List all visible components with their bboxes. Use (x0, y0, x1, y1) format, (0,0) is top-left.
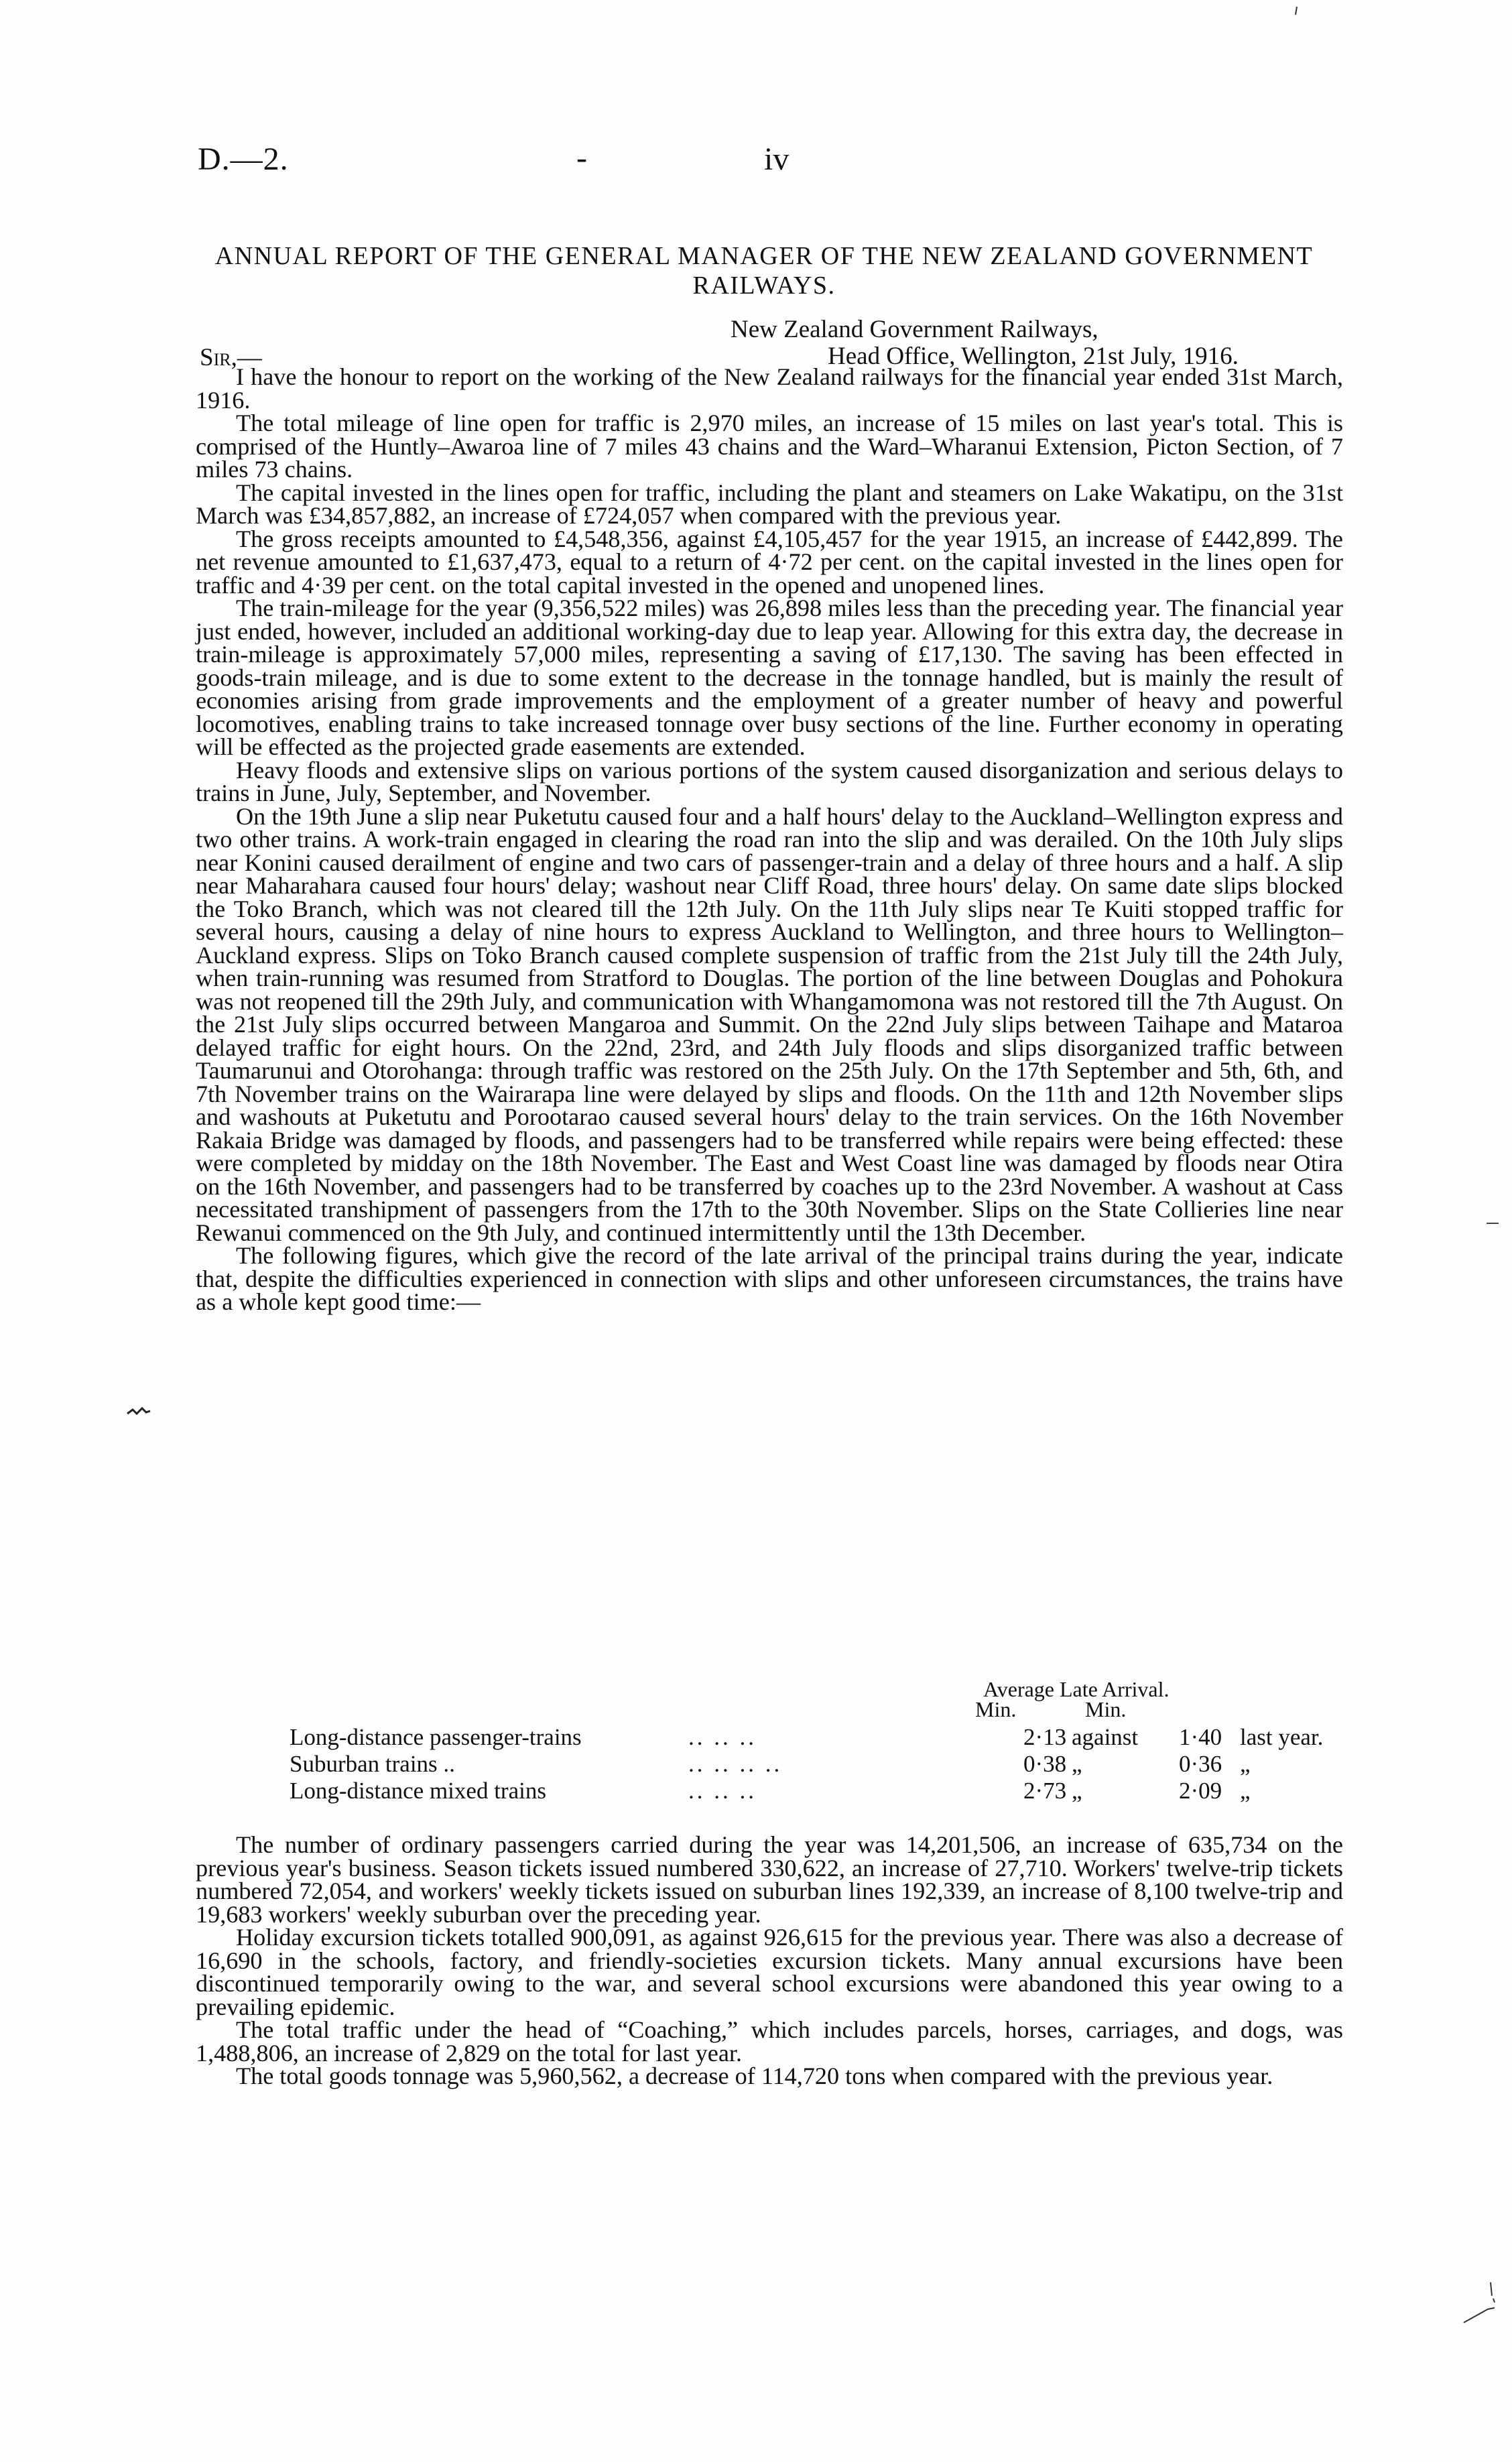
paragraph: Holiday excursion tickets totalled 900,091, as against 926,615 for the previous year. There was also a decrease of 16,690 in the schools, factory, and friendly-societies excursion tickets. Many annual excursions have been discontinued temporarily owing to the war, and several school excursions were abandoned this year owing to a prevailing epidemic. (196, 1924, 1343, 2020)
paragraph: The number of ordinary passengers carried during the year was 14,201,506, an increase of 635,734 on the previous year's business. Season tickets issued numbered 330,622, an increase of 27,710. Workers' twelve-trip tickets numbered 72,054, and workers' weekly tickets issued on suburban lines 192,339, an increase of 8,100 twelve-trip and 19,683 workers' weekly suburban over the preceding year. (196, 1831, 1343, 1928)
document-reference: D.—2. (198, 141, 289, 177)
paragraph: The total mileage of line open for traffic is 2,970 miles, an increase of 15 miles on last year's total. This is comprised of the Huntly–Awaroa line of 7 miles 43 chains and the Ward–Wharanui Extension, Picton Section, of 7 miles 73 chains. (196, 410, 1343, 483)
address-line-2: Head Office, Wellington, 21st July, 1916. (828, 343, 1239, 370)
row-label: Suburban trains .. (290, 1751, 455, 1777)
paragraph: The capital invested in the lines open for traffic, including the plant and steamers on Lake Wakatipu, on the 31st March was £34,857,882, an increase of £724,057 when compared with the previous year. (196, 479, 1343, 529)
row-leader-dots: .. .. .. (688, 1778, 757, 1804)
table-row (290, 1778, 1362, 1804)
report-body-continued (196, 1833, 1343, 2088)
row-label: Long-distance passenger-trains (290, 1724, 582, 1750)
row-leader-dots: .. .. .. .. (688, 1751, 783, 1777)
paragraph: The gross receipts amounted to £4,548,356, against £4,105,457 for the year 1915, an increase of £442,899. The net revenue amounted to £1,637,473, equal to a return of 4·72 per cent. on the capital invested in the lines open for traffic and 4·39 per cent. on the total capital invested in the opened and unopened lines. (196, 525, 1343, 599)
header-dash: - (576, 140, 587, 176)
row-separator: „ (1072, 1778, 1082, 1804)
scan-corner-mark (1290, 5, 1304, 19)
table-row (290, 1751, 1362, 1778)
paragraph: I have the honour to report on the working of the New Zealand railways for the financial year ended 31st March, 1916. (196, 363, 1343, 414)
column-header-previous: Min. (1085, 1697, 1127, 1721)
report-title: ANNUAL REPORT OF THE GENERAL MANAGER OF THE NEW ZEALAND GOVERNMENT RAILWAYS. (214, 242, 1314, 300)
row-suffix: „ (1240, 1751, 1251, 1777)
paragraph: Heavy floods and extensive slips on various portions of the system caused disorganization and serious delays to trains in June, July, September, and November. (196, 756, 1343, 806)
paragraph: The total goods tonnage was 5,960,562, a decrease of 114,720 tons when compared with the previous year. (236, 2063, 1273, 2089)
row-suffix: „ (1240, 1778, 1251, 1804)
row-separator: against (1072, 1724, 1139, 1750)
scan-edge-mark (1485, 1220, 1505, 1227)
address-line-1: New Zealand Government Railways, (731, 316, 1098, 343)
salutation: Sir,— (200, 344, 262, 371)
row-previous-value: 2·09 (1179, 1778, 1222, 1804)
paragraph: The total traffic under the head of “Coaching,” which includes parcels, horses, carriages, and dogs, was 1,488,806, an increase of 2,829 on the total for last year. (196, 2016, 1343, 2067)
paragraph: The following figures, which give the record of the late arrival of the principal trains during the year, indicate that, despite the difficulties experienced in connection with slips and other unforeseen circumstances, the trains have as a whole kept good time:— (196, 1242, 1343, 1315)
row-current-value: 2·73 (1023, 1778, 1067, 1804)
paragraph: On the 19th June a slip near Puketutu caused four and a half hours' delay to the Auckland–Wellington express and two other trains. A work-train engaged in clearing the road ran into the slip and was derailed. On the 10th July slips near Konini caused derailment of engine and two cars of passenger-train and a delay of three hours and a half. A slip near Maharahara caused four hours' delay; washout near Cliff Road, three hours' delay. On same date slips blocked the Toko Branch, which was not cleared till the 12th July. On the 11th July slips near Te Kuiti stopped traffic for several hours, causing a delay of nine hours to express Auckland to Wellington, and three hours to Wellington–Auckland express. Slips on Toko Branch caused complete suspension of traffic from the 21st July till the 24th July, when train-running was resumed from Stratford to Douglas. The portion of the line between Douglas and Pohokura was not reopened till the 29th July, and communication with Whangamomona was not restored till the 7th August. On the 21st July slips occurred between Mangaroa and Summit. On the 22nd July slips between Taihape and Mataroa delayed traffic for eight hours. On the 22nd, 23rd, and 24th July floods and slips disorganized traffic between Taumarunui and Otorohanga: through traffic was restored on the 25th July. On the 17th September and 5th, 6th, and 7th November trains on the Wairarapa line were delayed by slips and floods. On the 11th and 12th November slips and washouts at Puketutu and Porootarao caused several hours' delay to the train services. On the 16th November Rakaia Bridge was damaged by floods, and passengers had to be transferred while repairs were being effected: these were completed by midday on the 18th November. The East and West Coast line was damaged by floods near Otira on the 16th November, and passengers had to be transferred by coaches up to the 23rd November. A washout at Cass necessitated transhipment of passengers from the 17th to the 30th November. Slips on the State Collieries line near Rewanui commenced on the 9th July, and continued intermittently until the 13th December. (196, 802, 1343, 1246)
row-previous-value: 1·40 (1179, 1724, 1222, 1750)
page-number: iv (764, 141, 790, 177)
column-header-current: Min. (975, 1697, 1017, 1721)
scan-margin-mark (1461, 2276, 1501, 2329)
row-label: Long-distance mixed trains (290, 1778, 546, 1804)
paragraph: The train-mileage for the year (9,356,522 miles) was 26,898 miles less than the preceding year. The financial year just ended, however, included an additional working-day due to leap year. Allowing for this extra day, the decrease in train-mileage is approximately 57,000 miles, representing a saving of £17,130. The saving has been effected in goods-train mileage, and is due to some extent to the decrease in the tonnage handled, but is mainly the result of economies arising from grade improvements and the employment of a greater number of heavy and powerful locomotives, enabling trains to take increased tonnage over busy sections of the line. Further economy in operating will be effected as the projected grade easements are extended. (196, 595, 1343, 760)
row-separator: „ (1072, 1751, 1082, 1777)
scan-speck-mark (126, 1406, 153, 1419)
row-suffix: last year. (1240, 1724, 1324, 1750)
report-body (196, 365, 1343, 1314)
row-current-value: 2·13 (1023, 1724, 1067, 1750)
table-heading: Average Late Arrival. (983, 1677, 1170, 1701)
row-leader-dots: .. .. .. (688, 1724, 757, 1750)
table-row (290, 1724, 1362, 1751)
row-current-value: 0·38 (1023, 1751, 1067, 1777)
row-previous-value: 0·36 (1179, 1751, 1222, 1777)
